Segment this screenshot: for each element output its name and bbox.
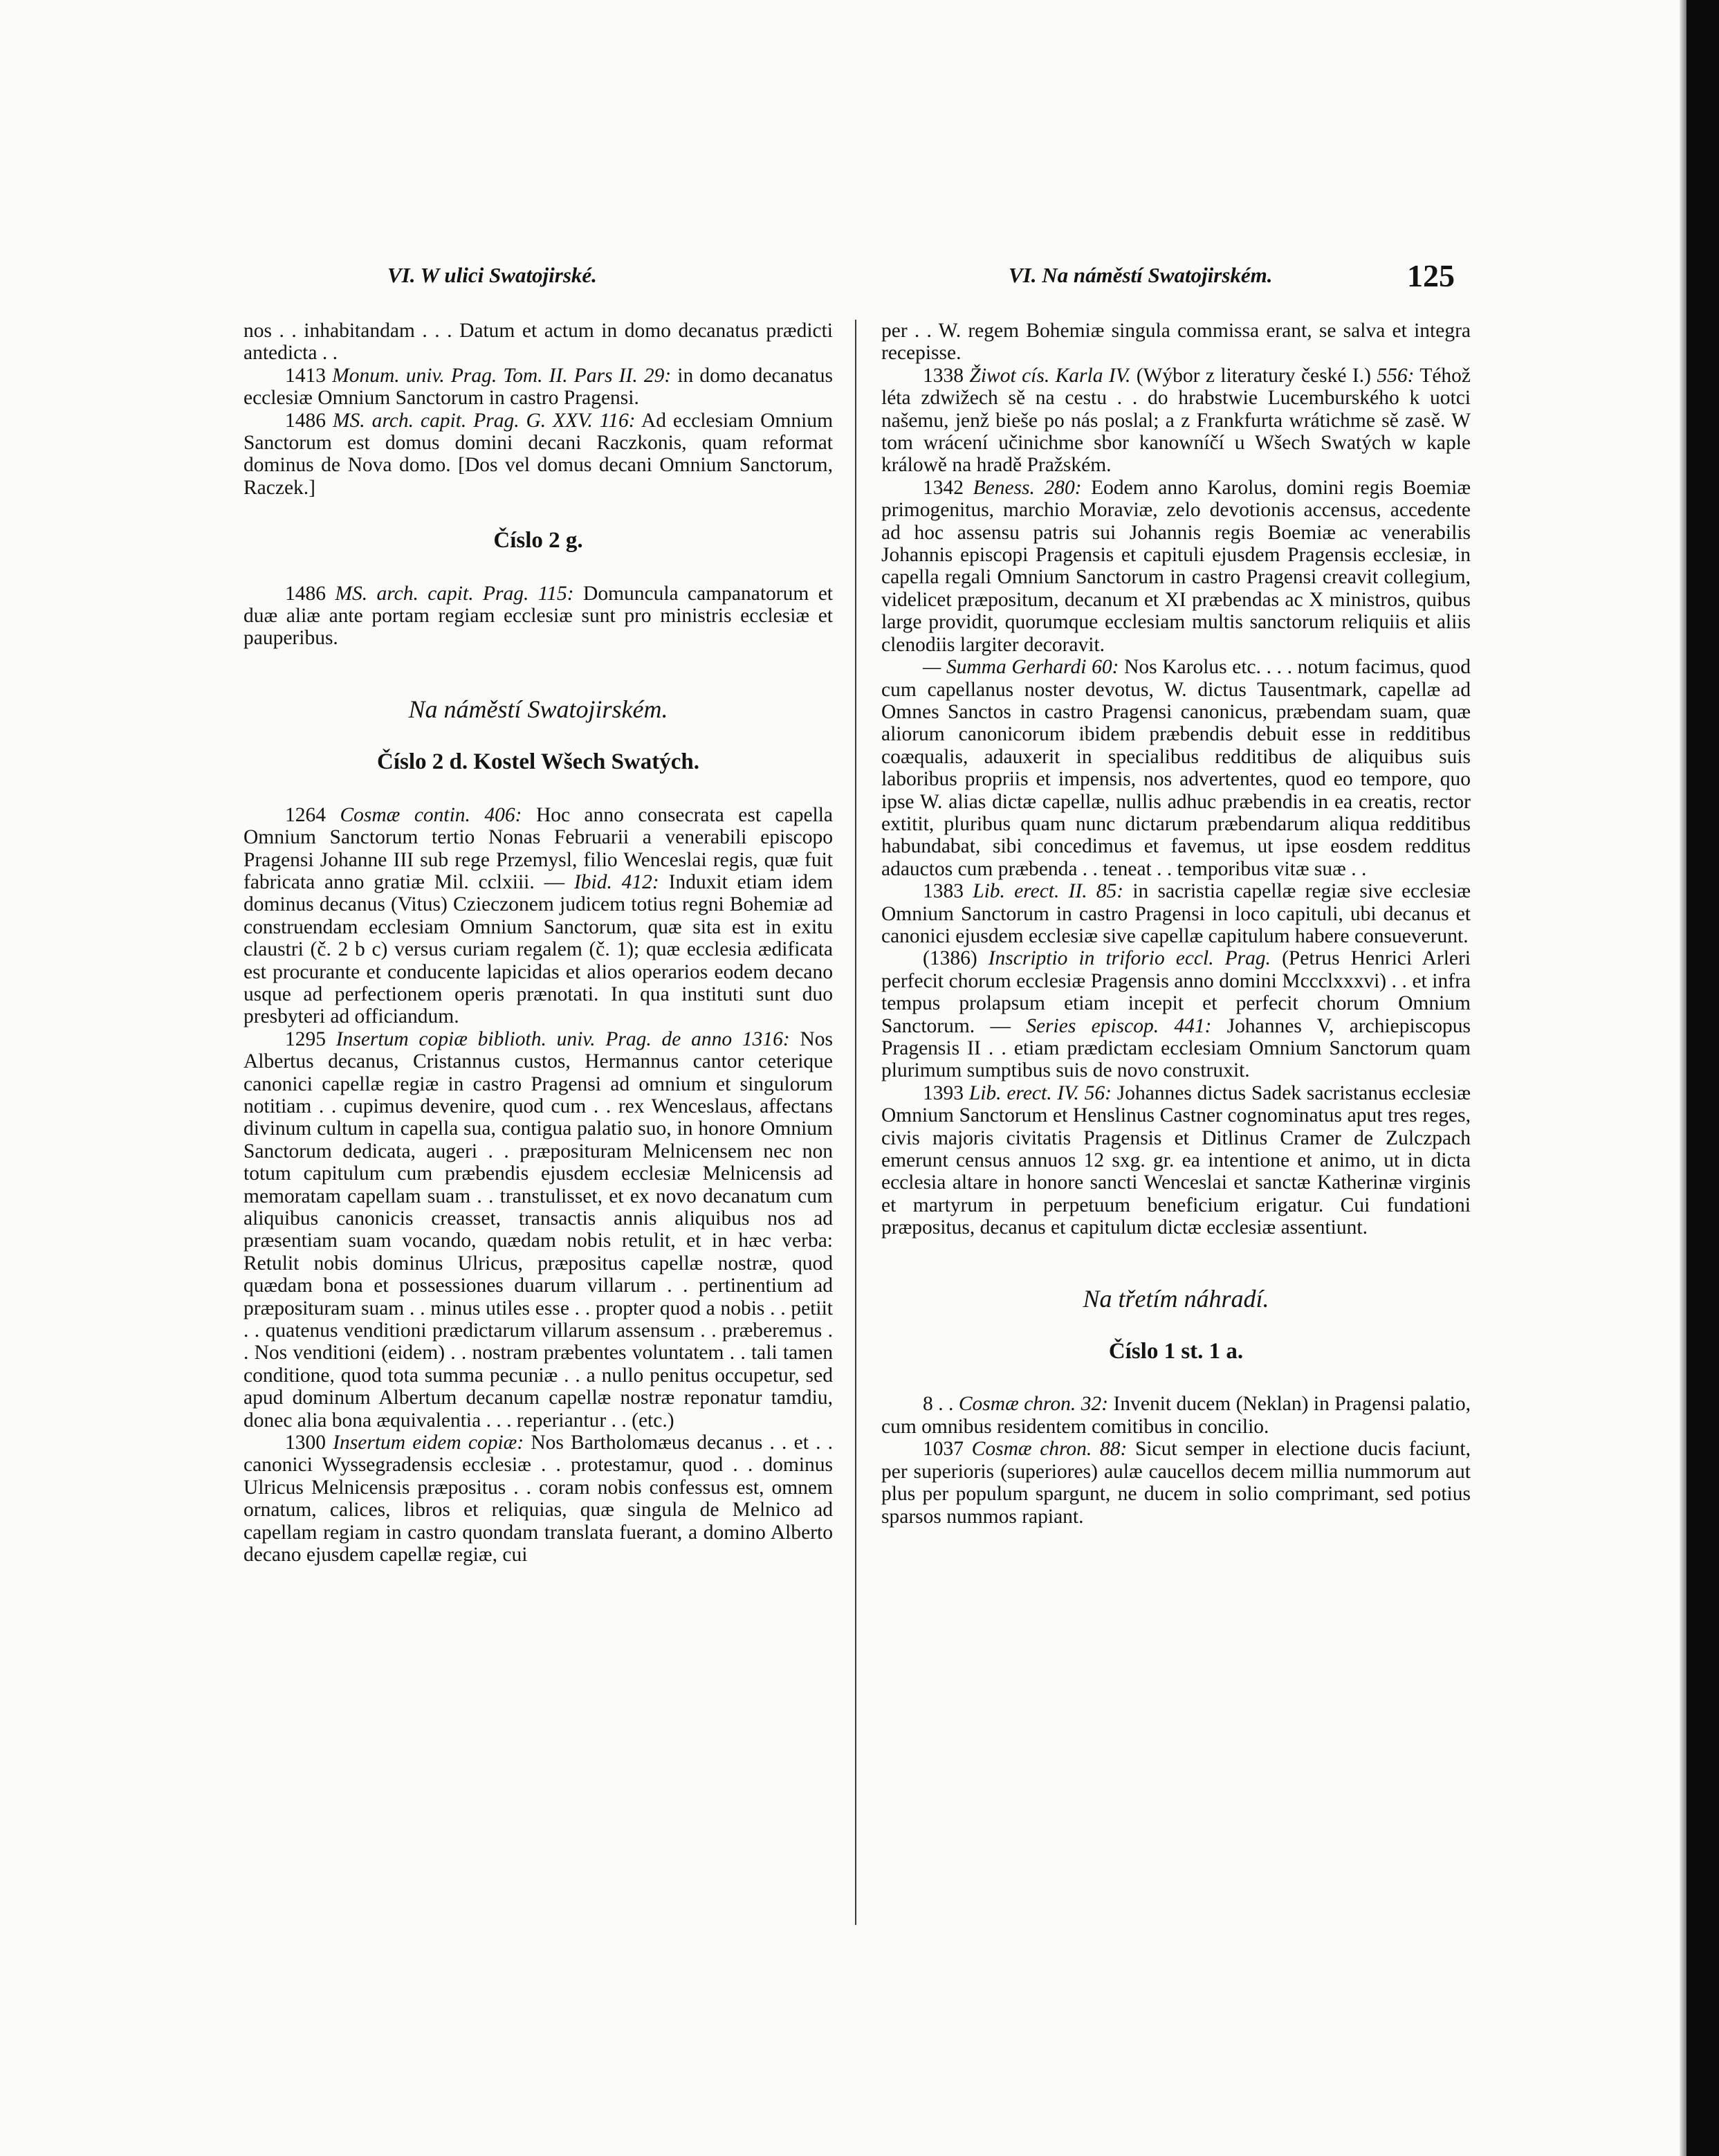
- section-heading: Číslo 2 d. Kostel Wšech Swatých.: [377, 749, 699, 775]
- column-divider: [855, 320, 856, 1925]
- page-number: 125: [1407, 258, 1455, 293]
- paragraph: (1386) Inscriptio in triforio eccl. Prag. (Petrus Henrici Arleri perfecit chorum ecclesiæ Pragensis anno domini Mccclxxxvi) . . et infra tempus prolapsum etiam incepit et perfecit chorum Omnium Sanctorum. — Series episcop. 441: Johannes V, archiepiscopus Pragensis II . . etiam prædictam ecclesiam Omnium Sanctorum quam plurimum sumptibus suis de novo construxit.: [881, 947, 1471, 1082]
- section-heading: Číslo 1 st. 1 a.: [1108, 1339, 1244, 1364]
- scan-border: [1686, 0, 1719, 2156]
- paragraph: — Summa Gerhardi 60: Nos Karolus etc. . . . notum facimus, quod cum capellanus noster devotus, W. dictus Tausentmark, capellæ ad Omnes Sanctos in castro Pragensi canonicus, præbendam suam, quæ aliorum canonicorum ibidem præbendis debuit esse in redditibus coæqualis, adauxerit in specialibus redditibus de aliquibus suis laboribus propriis et impensis, nos advertentes, quod eo tempore, quo ipse W. alias dictæ capellæ, nullis adhuc præbendis in ea creatis, rector extitit, pluribus quam nunc dictarum præbendarum aliqua redditibus habundabat, sibi concedimus et favemus, ut ipse eosdem redditus adauctos cum præbenda . . teneat . . temporibus vitæ suæ . .: [881, 656, 1471, 880]
- paragraph: 1383 Lib. erect. II. 85: in sacristia capellæ regiæ sive ecclesiæ Omnium Sanctorum in castro Pragensi in loco capituli, ubi decanus et canonici ejusdem ecclesiæ sive capellæ capitulum habere consueverunt.: [881, 880, 1471, 947]
- section-title: Na třetím náhradí.: [1083, 1284, 1269, 1313]
- paragraph: 1338 Žiwot cís. Karla IV. (Wýbor z literatury české I.) 556: Téhož léta zdwižech sě na cestu . . do hrabstwie Lucemburského k uotci našemu, jenž bieše po nás poslal; a z Frankfurta wrátichme sě zasě. W tom wrácení učinichme sbor kanowníčí u Wšech Swatých w kaple králowě na hradě Pražském.: [881, 364, 1471, 477]
- paragraph: 8 . . Cosmæ chron. 32: Invenit ducem (Neklan) in Pragensi palatio, cum omnibus residentem comitibus in concilio.: [881, 1393, 1471, 1438]
- paragraph: 1295 Insertum copiæ biblioth. univ. Prag. de anno 1316: Nos Albertus decanus, Cristannus custos, Hermannus cantor ceterique canonici capellæ regiæ in castro Pragensi ad omnium et singulorum notitiam . . cupimus devenire, quod cum . . rex Wenceslaus, affectans divinum cultum in capella sua, contigua palatio suo, in honore Omnium Sanctorum dedicata, augeri . . præposituram Melnicensem nec non totum capitulum cum præbendis ejusdem ecclesiæ Melnicensis ad memoratam capellam suam . . transtulisset, et ex novo decanatum cum aliquibus canonicis creasset, transactis annis aliquibus nos ad præsentiam suam vocando, quædam nobis retulit, et in hæc verba: Retulit nobis dominus Ulricus, præpositus capellæ nostræ, quod quædam bona et possessiones duarum villarum . . pertinentium ad præposituram suam . . minus utiles esse . . propter quod a nobis . . petiit . . quatenus venditioni prædictarum villarum assensum . . præberemus . . Nos venditioni (eidem) . . nostram præbentes voluntatem . . tali tamen conditione, quod tota summa pecuniæ . . a nullo penitus occupetur, sed apud dominum Albertum decanum capellæ nostræ reponatur tamdiu, donec alia bona æquivalentia . . . reperiantur . . (etc.): [243, 1027, 834, 1432]
- paragraph: per . . W. regem Bohemiæ singula commissa erant, se salva et integra recepisse.: [881, 320, 1471, 365]
- right-column: [881, 320, 1471, 1528]
- section-title: Na náměstí Swatojirském.: [408, 695, 668, 723]
- paragraph: 1393 Lib. erect. IV. 56: Johannes dictus Sadek sacristanus ecclesiæ Omnium Sanctorum et Henslinus Castner cognominatus aput tres reges, civis majoris civitatis Pragensis et Ditlinus Cramer de Zulczpach emerunt census annuos 12 sxg. gr. ea intentione et animo, ut in dicta ecclesia altare in honore sancti Wenceslai et sanctæ Katherinæ virginis et martyrum in perpetuum beneficium erigatur. Cui fundationi præpositus, decanus et capitulum dictæ ecclesiæ assentiunt.: [881, 1081, 1471, 1239]
- paragraph: 1486 MS. arch. capit. Prag. 115: Domuncula campanatorum et duæ aliæ ante portam regiam ecclesiæ sunt pro ministris ecclesiæ et pauperibus.: [243, 582, 833, 650]
- paragraph: 1342 Beness. 280: Eodem anno Karolus, domini regis Boemiæ primogenitus, marchio Moraviæ, zelo devotionis accensus, accedente ad hoc assensu patris sui Johannis regis Boemiæ ac venerabilis Johannis episcopi Pragensis et capituli ejusdem Pragensis ecclesiæ, in capella regali Omnium Sanctorum in castro Pragensi creavit collegium, videlicet præpositum, decanum et XI præbendas ac X ministros, quibus large providit, quorumque ecclesiam multis sanctorum reliquiis et aliis clenodiis largiter decoravit.: [881, 476, 1471, 656]
- section-heading: Číslo 2 g.: [493, 528, 583, 554]
- paragraph: 1486 MS. arch. capit. Prag. G. XXV. 116: Ad ecclesiam Omnium Sanctorum est domus domini decani Raczkonis, quam reformat dominus de Nova domo. [Dos vel domus decani Omnium Sanctorum, Raczek.]: [243, 409, 834, 499]
- running-header-left: VI. W ulici Swatojirské.: [387, 263, 597, 287]
- paragraph: 1037 Cosmæ chron. 88: Sicut semper in electione ducis faciunt, per superioris (superiores) aulæ caucellos decem millia nummorum aut plus per populum spargunt, ne ducem in solio comprimant, sed potius sparsos nummos rapiant.: [881, 1438, 1471, 1528]
- paragraph: 1264 Cosmæ contin. 406: Hoc anno consecrata est capella Omnium Sanctorum tertio Nonas Februarii a venerabili episcopo Pragensi Johanne III sub rege Przemysl, filio Wenceslai regis, quæ fuit fabricata anno gratiæ Mil. cclxiii. — Ibid. 412: Induxit etiam idem dominus decanus (Vitus) Czieczonem judicem totius regni Bohemiæ ad construendam ecclesiam Omnium Sanctorum, quæ sita est in exitu claustri (č. 2 b c) versus curiam regalem (č. 1); quæ ecclesia ædificata est procurante et conducente lapicidas et alios operarios eodem decano usque ad perfectionem operis prænotati. In qua instituti sunt duo presbyteri ad officiandum.: [243, 803, 834, 1028]
- page-edge-shadow: [1680, 0, 1686, 2156]
- paragraph: nos . . inhabitandam . . . Datum et actum in domo decanatus prædicti antedicta . .: [243, 320, 833, 365]
- left-column: [243, 320, 833, 1566]
- paragraph: 1300 Insertum eidem copiæ: Nos Bartholomæus decanus . . et . . canonici Wyssegradensis ecclesiæ . . protestamur, quod . . dominus Ulricus Melnicensis præpositus . . coram nobis confessus est, omnem ornatum, calices, libros et reliquias, quæ singula de Melnico ad capellam regiam in castro quondam translata fuerant, a domino Alberto decano ejusdem capellæ regiæ, cui: [243, 1432, 834, 1566]
- paragraph: 1413 Monum. univ. Prag. Tom. II. Pars II. 29: in domo decanatus ecclesiæ Omnium Sanctorum in castro Pragensi.: [243, 364, 834, 410]
- running-header-right: VI. Na náměstí Swatojirském.: [1009, 263, 1273, 287]
